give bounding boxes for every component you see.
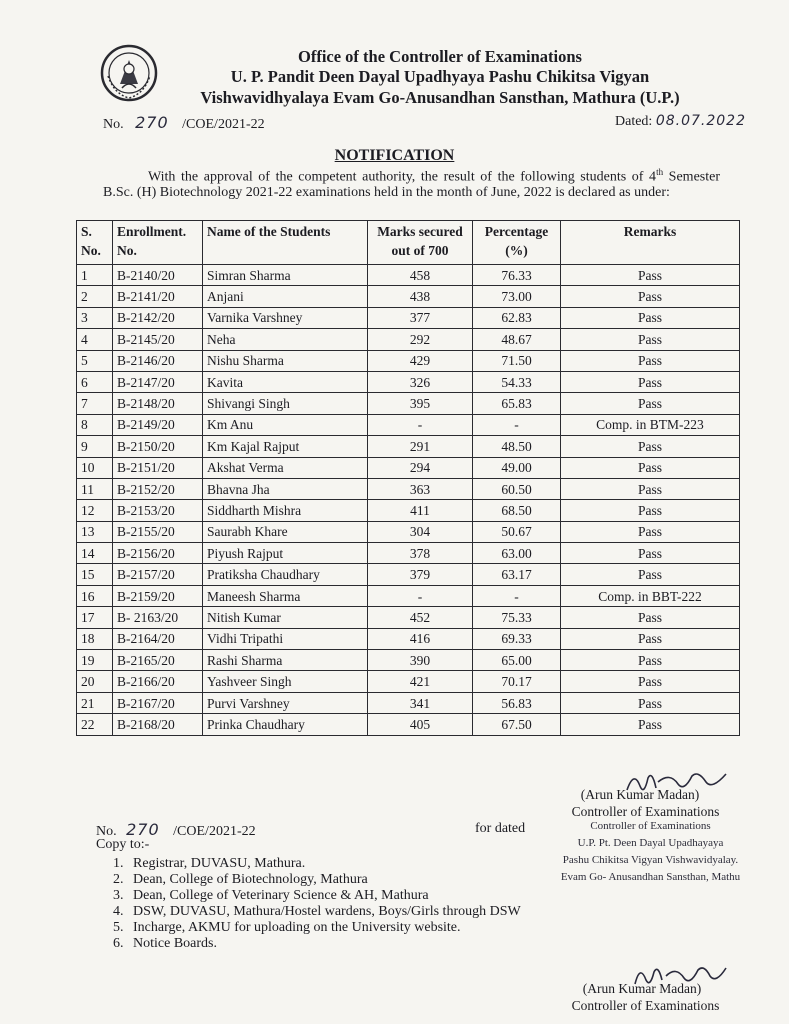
cell-name: Pratiksha Chaudhary [203, 564, 368, 585]
cell-sno: 21 [77, 692, 113, 713]
table-row [77, 585, 740, 606]
signature-name: (Arun Kumar Madan) [580, 787, 700, 802]
cell-percentage: - [473, 585, 561, 606]
cell-marks: 438 [368, 286, 473, 307]
cell-enrollment: B-2146/20 [113, 350, 203, 371]
cell-enrollment: B-2145/20 [113, 329, 203, 350]
cell-sno: 2 [77, 286, 113, 307]
cell-name: Bhavna Jha [203, 478, 368, 499]
cell-enrollment: B-2141/20 [113, 286, 203, 307]
cell-name: Maneesh Sharma [203, 585, 368, 606]
table-row [77, 543, 740, 564]
table-row [77, 457, 740, 478]
signature2-name: (Arun Kumar Madan) [582, 981, 702, 996]
header-enrollment: Enrollment. No. [113, 221, 203, 265]
cell-remarks: Pass [561, 371, 740, 392]
cell-sno: 19 [77, 650, 113, 671]
cell-sno: 14 [77, 543, 113, 564]
cell-sno: 5 [77, 350, 113, 371]
cell-remarks: Pass [561, 650, 740, 671]
cell-name: Neha [203, 329, 368, 350]
header-marks: Marks secured out of 700 [368, 221, 473, 265]
cell-name: Nishu Sharma [203, 350, 368, 371]
cell-enrollment: B-2152/20 [113, 478, 203, 499]
list-item [113, 920, 521, 936]
cell-marks: 429 [368, 350, 473, 371]
cell-enrollment: B-2164/20 [113, 628, 203, 649]
cell-percentage: 75.33 [473, 607, 561, 628]
cell-marks: 405 [368, 714, 473, 735]
list-item [113, 856, 521, 872]
cell-percentage: 48.67 [473, 329, 561, 350]
cell-remarks: Pass [561, 457, 740, 478]
stamp-line1: Controller of Examinations [590, 820, 711, 832]
cell-sno: 22 [77, 714, 113, 735]
cell-remarks: Pass [561, 543, 740, 564]
cell-remarks: Pass [561, 329, 740, 350]
cell-enrollment: B-2142/20 [113, 307, 203, 328]
table-row [77, 521, 740, 542]
stamp-line2: U.P. Pt. Deen Dayal Upadhayaya [577, 837, 724, 849]
cell-name: Prinka Chaudhary [203, 714, 368, 735]
cell-enrollment: B-2150/20 [113, 436, 203, 457]
list-item [113, 936, 521, 952]
copy-no-handwritten: 270 [126, 820, 160, 839]
cell-percentage: 63.17 [473, 564, 561, 585]
cell-name: Nitish Kumar [203, 607, 368, 628]
cell-remarks: Pass [561, 500, 740, 521]
copy-to-label: Copy to:- [96, 837, 150, 852]
cell-remarks: Pass [561, 671, 740, 692]
cell-remarks: Pass [561, 521, 740, 542]
cell-sno: 4 [77, 329, 113, 350]
official-stamp [548, 818, 753, 886]
cell-percentage: 62.83 [473, 307, 561, 328]
cell-name: Piyush Rajput [203, 543, 368, 564]
table-row [77, 286, 740, 307]
cell-marks: 395 [368, 393, 473, 414]
cell-marks: 379 [368, 564, 473, 585]
table-row [77, 393, 740, 414]
cell-marks: 326 [368, 371, 473, 392]
cell-marks: 304 [368, 521, 473, 542]
cell-remarks: Pass [561, 393, 740, 414]
cell-name: Simran Sharma [203, 265, 368, 286]
cell-enrollment: B-2165/20 [113, 650, 203, 671]
reference-code: /COE/2021-22 [182, 117, 265, 132]
cell-enrollment: B-2147/20 [113, 371, 203, 392]
signature2-designation: Controller of Examinations [571, 998, 720, 1013]
cell-marks: 292 [368, 329, 473, 350]
cell-marks: 294 [368, 457, 473, 478]
cell-marks: 377 [368, 307, 473, 328]
cell-sno: 10 [77, 457, 113, 478]
cell-remarks: Comp. in BBT-222 [561, 585, 740, 606]
table-row [77, 607, 740, 628]
cell-marks: 363 [368, 478, 473, 499]
header-university-line1: U. P. Pandit Deen Dayal Upadhyaya Pashu Chikitsa Vigyan [230, 67, 650, 86]
table-row [77, 371, 740, 392]
cell-name: Rashi Sharma [203, 650, 368, 671]
cell-sno: 20 [77, 671, 113, 692]
cell-name: Siddharth Mishra [203, 500, 368, 521]
header-office-title: Office of the Controller of Examinations [298, 47, 582, 66]
cell-sno: 16 [77, 585, 113, 606]
cell-name: Km Anu [203, 414, 368, 435]
list-item-text: Dean, College of Veterinary Science & AH, Mathura [133, 888, 429, 903]
cell-sno: 6 [77, 371, 113, 392]
cell-name: Shivangi Singh [203, 393, 368, 414]
cell-marks: 421 [368, 671, 473, 692]
cell-sno: 1 [77, 265, 113, 286]
cell-remarks: Comp. in BTM-223 [561, 414, 740, 435]
table-row [77, 414, 740, 435]
reference-no-label: No. [103, 117, 124, 132]
cell-name: Varnika Varshney [203, 307, 368, 328]
list-item-number: 3. [113, 888, 124, 903]
cell-remarks: Pass [561, 350, 740, 371]
reference-number [103, 113, 265, 133]
cell-percentage: 69.33 [473, 628, 561, 649]
table-row [77, 265, 740, 286]
intro-text-part1: With the approval of the competent authority, the result of the following students of 4 [148, 169, 657, 185]
dated-label: Dated: [615, 114, 653, 129]
list-item [113, 888, 521, 904]
list-item-number: 2. [113, 872, 124, 887]
cell-enrollment: B-2155/20 [113, 521, 203, 542]
table-header-row [77, 221, 740, 265]
table-row [77, 714, 740, 735]
cell-marks: 458 [368, 265, 473, 286]
cell-percentage: 67.50 [473, 714, 561, 735]
cell-enrollment: B-2156/20 [113, 543, 203, 564]
cell-name: Saurabh Khare [203, 521, 368, 542]
cell-remarks: Pass [561, 564, 740, 585]
header-name: Name of the Students [203, 221, 368, 265]
table-row [77, 692, 740, 713]
cell-name: Anjani [203, 286, 368, 307]
cell-remarks: Pass [561, 607, 740, 628]
header-percentage: Percentage (%) [473, 221, 561, 265]
cell-percentage: 65.83 [473, 393, 561, 414]
intro-superscript: th [656, 167, 664, 177]
header-university-line2: Vishwavidhyalaya Evam Go-Anusandhan Sansthan, Mathura (U.P.) [200, 88, 680, 107]
table-row [77, 436, 740, 457]
table-row [77, 307, 740, 328]
cell-name: Yashveer Singh [203, 671, 368, 692]
copy-no-label: No. [96, 824, 117, 839]
cell-marks: 378 [368, 543, 473, 564]
cell-enrollment: B-2166/20 [113, 671, 203, 692]
table-row [77, 650, 740, 671]
cell-percentage: 76.33 [473, 265, 561, 286]
cell-sno: 13 [77, 521, 113, 542]
list-item-text: Dean, College of Biotechnology, Mathura [133, 872, 368, 887]
table-row [77, 329, 740, 350]
list-item [113, 904, 521, 920]
list-item-text: Notice Boards. [133, 936, 217, 951]
cell-percentage: 49.00 [473, 457, 561, 478]
cell-percentage: 60.50 [473, 478, 561, 499]
cell-enrollment: B-2151/20 [113, 457, 203, 478]
cell-marks: 416 [368, 628, 473, 649]
list-item-number: 6. [113, 936, 124, 951]
list-item-text: DSW, DUVASU, Mathura/Hostel wardens, Boys/Girls through DSW [133, 904, 521, 919]
cell-marks: 390 [368, 650, 473, 671]
stamp-line4: Evam Go- Anusandhan Sansthan, Mathu [560, 871, 741, 883]
cell-enrollment: B-2157/20 [113, 564, 203, 585]
cell-remarks: Pass [561, 307, 740, 328]
cell-marks: - [368, 414, 473, 435]
list-item-number: 5. [113, 920, 124, 935]
cell-remarks: Pass [561, 286, 740, 307]
table-row [77, 628, 740, 649]
table-row [77, 671, 740, 692]
cell-sno: 8 [77, 414, 113, 435]
table-row [77, 478, 740, 499]
cell-remarks: Pass [561, 628, 740, 649]
cell-sno: 7 [77, 393, 113, 414]
cell-enrollment: B- 2163/20 [113, 607, 203, 628]
cell-percentage: 56.83 [473, 692, 561, 713]
cell-percentage: 50.67 [473, 521, 561, 542]
cell-percentage: 73.00 [473, 286, 561, 307]
cell-marks: 452 [368, 607, 473, 628]
cell-percentage: 71.50 [473, 350, 561, 371]
reference-no-handwritten: 270 [135, 113, 169, 132]
cell-percentage: 70.17 [473, 671, 561, 692]
intro-paragraph [103, 165, 720, 200]
cell-marks: 341 [368, 692, 473, 713]
list-item-text: Incharge, AKMU for uploading on the University website. [133, 920, 461, 935]
cell-percentage: - [473, 414, 561, 435]
cell-percentage: 68.50 [473, 500, 561, 521]
signature-designation: Controller of Examinations [571, 804, 720, 819]
cell-sno: 12 [77, 500, 113, 521]
cell-name: Akshat Verma [203, 457, 368, 478]
cell-enrollment: B-2148/20 [113, 393, 203, 414]
cell-percentage: 48.50 [473, 436, 561, 457]
cell-name: Km Kajal Rajput [203, 436, 368, 457]
cell-name: Purvi Varshney [203, 692, 368, 713]
results-table [76, 220, 740, 736]
list-item [113, 872, 521, 888]
cell-remarks: Pass [561, 714, 740, 735]
copy-code: /COE/2021-22 [173, 824, 256, 839]
list-item-number: 4. [113, 904, 124, 919]
cell-marks: 291 [368, 436, 473, 457]
cell-remarks: Pass [561, 692, 740, 713]
table-row [77, 500, 740, 521]
header-sno: S. No. [77, 221, 113, 265]
cell-sno: 9 [77, 436, 113, 457]
university-seal-icon [100, 44, 158, 102]
cell-sno: 17 [77, 607, 113, 628]
cell-enrollment: B-2167/20 [113, 692, 203, 713]
cell-enrollment: B-2168/20 [113, 714, 203, 735]
list-item-text: Registrar, DUVASU, Mathura. [133, 856, 306, 871]
notification-title: NOTIFICATION [334, 147, 455, 164]
cell-enrollment: B-2159/20 [113, 585, 203, 606]
cell-sno: 3 [77, 307, 113, 328]
cell-sno: 11 [77, 478, 113, 499]
cell-percentage: 54.33 [473, 371, 561, 392]
cell-marks: - [368, 585, 473, 606]
copy-for-dated: for dated [475, 821, 526, 836]
table-row [77, 350, 740, 371]
cell-enrollment: B-2140/20 [113, 265, 203, 286]
cell-enrollment: B-2153/20 [113, 500, 203, 521]
cell-remarks: Pass [561, 478, 740, 499]
cell-name: Vidhi Tripathi [203, 628, 368, 649]
cell-sno: 18 [77, 628, 113, 649]
cell-sno: 15 [77, 564, 113, 585]
cell-remarks: Pass [561, 436, 740, 457]
dated-handwritten: 08.07.2022 [655, 113, 746, 129]
reference-date [615, 113, 746, 130]
intro-text-part2: Semester B.Sc. (H) Biotechnology 2021-22 examinations held in the month of June, 2022 is declared as under: [103, 169, 720, 200]
copy-recipient-list [113, 856, 521, 952]
stamp-line3: Pashu Chikitsa Vigyan Vishwavidyalay. [562, 854, 739, 866]
cell-percentage: 63.00 [473, 543, 561, 564]
table-row [77, 564, 740, 585]
cell-percentage: 65.00 [473, 650, 561, 671]
cell-remarks: Pass [561, 265, 740, 286]
cell-enrollment: B-2149/20 [113, 414, 203, 435]
header-remarks: Remarks [561, 221, 740, 265]
list-item-number: 1. [113, 856, 124, 871]
cell-marks: 411 [368, 500, 473, 521]
cell-name: Kavita [203, 371, 368, 392]
